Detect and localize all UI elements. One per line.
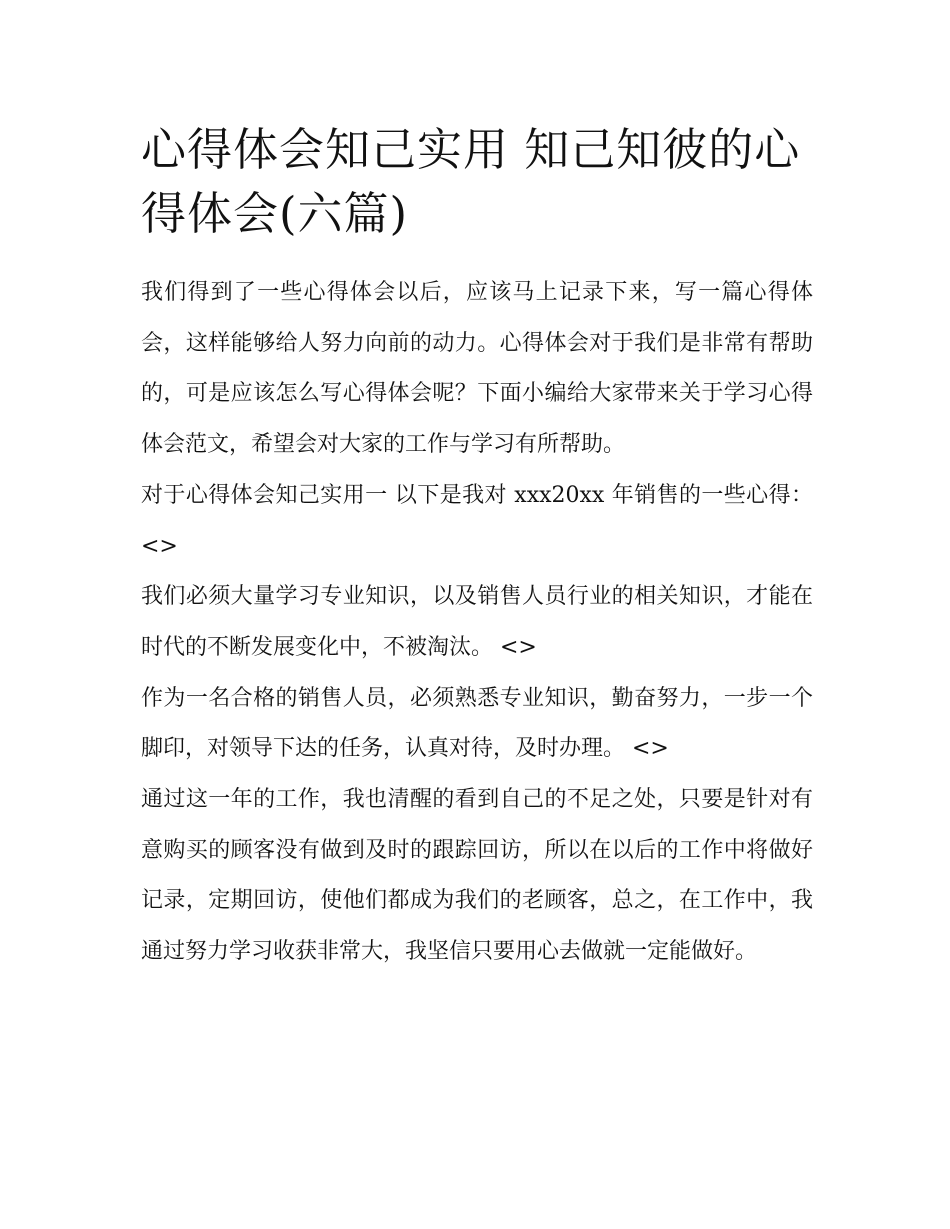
paragraph-reflection: 通过这一年的工作，我也清醒的看到自己的不足之处，只要是针对有意购买的顾客没有做到及时的跟踪回访，所以在以后的工作中将做好记录，定期回访，使他们都成为我们的老顾客，总之，在工作中，我通过努力学习收获非常大，我坚信只要用心去做就一定能做好。 [141,787,813,965]
paragraph-learning: 我们必须大量学习专业知识，以及销售人员行业的相关知识，才能在时代的不断发展变化中，不被淘汰。 <> [141,584,813,660]
paragraph-intro: 我们得到了一些心得体会以后，应该马上记录下来，写一篇心得体会，这样能够给人努力向前的动力。心得体会对于我们是非常有帮助的，可是应该怎么写心得体会呢？下面小编给大家带来关于学习心得体会范文，希望会对大家的工作与学习有所帮助。 [141,280,813,458]
document-body [141,118,813,978]
paragraph-diligence: 作为一名合格的销售人员，必须熟悉专业知识，勤奋努力，一步一个脚印，对领导下达的任务，认真对待，及时办理。 <> [141,685,813,762]
paragraph-sales-summary: 对于心得体会知己实用一 以下是我对 xxx20xx 年销售的一些心得： <> [141,482,813,559]
document-title: 心得体会知己实用 知己知彼的心得体会(六篇) [141,123,801,240]
